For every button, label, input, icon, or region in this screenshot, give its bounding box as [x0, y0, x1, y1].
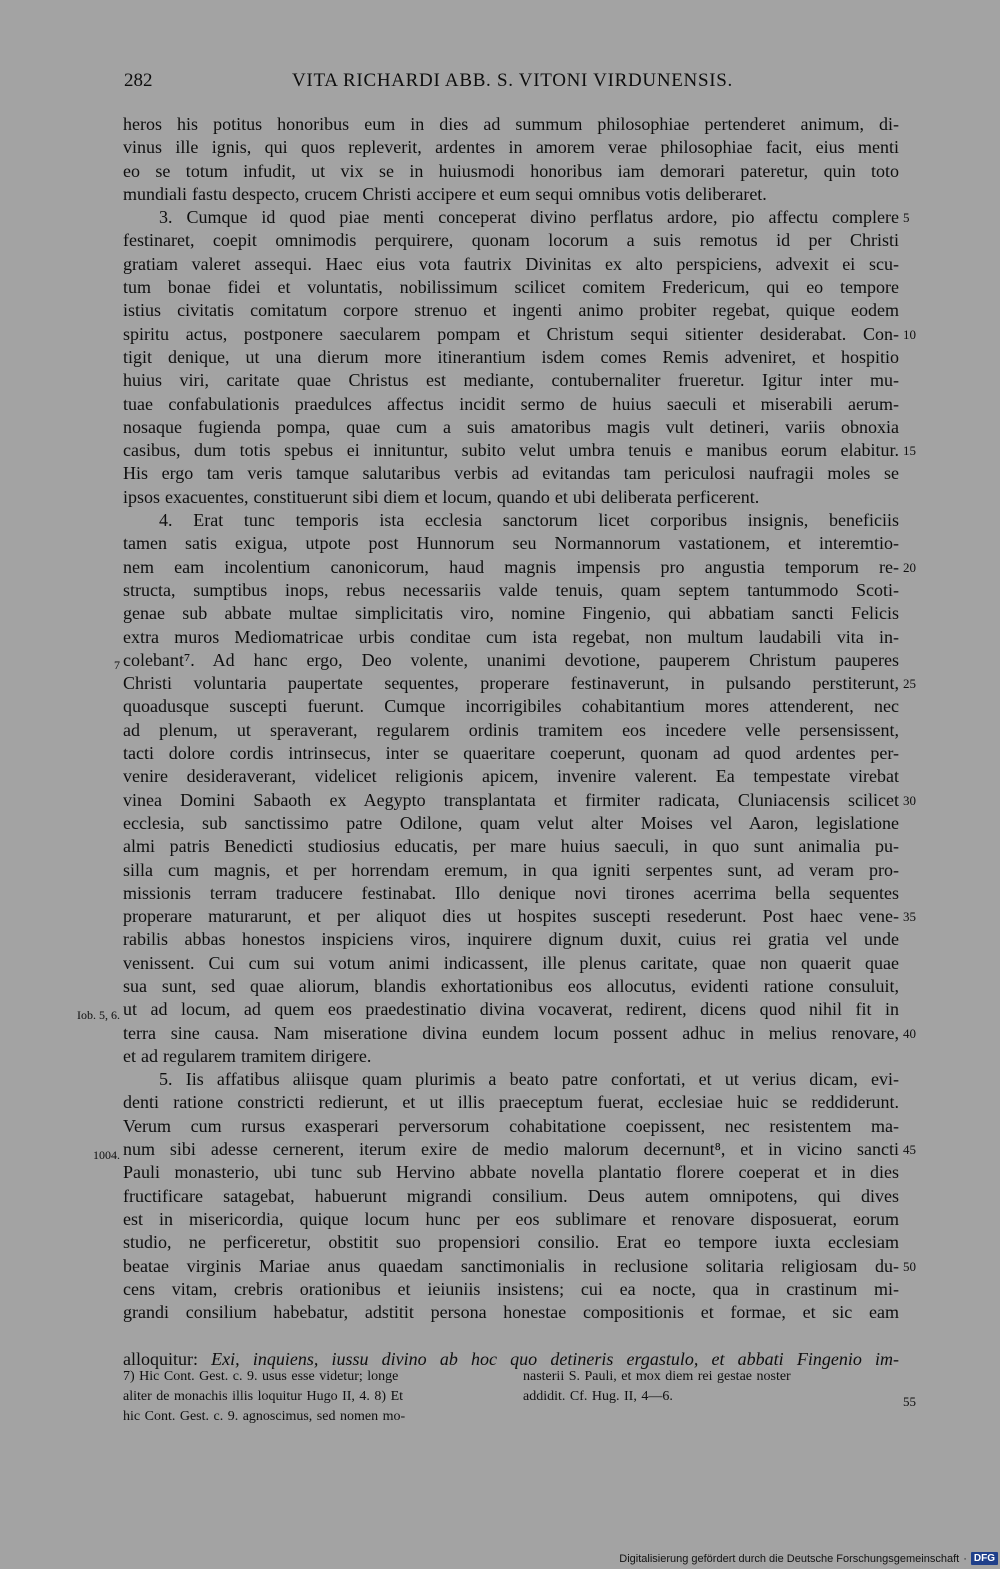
text-line: fructificare satagebat, habuerunt migrandi consilium. Deus autem omnipotens, qui dives: [123, 1185, 899, 1206]
text-line: rabilis abbas honestos inspiciens viros, inquirere dignum duxit, cuius rei gratia vel unde: [123, 929, 899, 950]
text-line: mundiali fastu despecto, crucem Christi accipere et eum sequi omnibus votis deliberaret.: [123, 183, 767, 204]
line-number: 45: [903, 1142, 916, 1157]
text-line: genae sub abbate multae simplicitatis viro, nomine Fingenio, qui abbatiam sancti Felicis: [123, 603, 899, 624]
digitization-credit: [619, 1552, 998, 1565]
text-line: missionis terram traducere festinabat. Illo denique novi tirones acerrima bella sequentes: [123, 882, 899, 903]
text-line: tigit denique, ut una dierum more itinerantium isdem comes Remis adveniret, et hospitio: [123, 346, 899, 367]
text-line: cens vitam, crebris orationibus et ieiuniis insistens; cui ea nocte, qua in crastinum mi-: [123, 1278, 899, 1299]
paragraph-5-start: 5. Iis affatibus aliisque quam plurimis a beato patre confortati, et ut verius dicam, evi-: [159, 1069, 899, 1090]
page-number: 282: [124, 70, 153, 91]
footnote-line: nasterii S. Pauli, et mox diem rei gestae noster: [523, 1369, 791, 1384]
text-line: tuae confabulationis praedulces affectus incidit sermo de huius saeculi et miserabili aerum-: [123, 393, 899, 414]
text-line: structa, sumptibus inops, rebus necessariis valde tenuis, quam septem tantummodo Scoti-: [123, 579, 899, 600]
text-line: Christi voluntaria paupertate sequentes, properare festinaverunt, in pulsando perstiterunt,: [123, 673, 899, 694]
credit-separator: ·: [963, 1552, 967, 1565]
page-header: [0, 70, 1000, 100]
line-number: 30: [903, 793, 916, 808]
text-line: ut ad locum, ad quem eos praedestinatio divina vocaverat, redirent, dicens quod nihil fit in: [123, 999, 899, 1020]
text-line: colebant⁷. Ad hanc ergo, Deo volente, unanimi devotione, pauperem Christum pauperes: [123, 649, 899, 670]
line-number: 20: [903, 560, 916, 575]
text-italic: Exi, inquiens, iussu divino ab hoc quo detineris ergastulo, et abbati Fingenio im-: [211, 1348, 899, 1369]
text-line: spiritu actus, postponere saecularem pompam et Christum sequi sitienter desiderabat. Con-: [123, 323, 899, 344]
footnote-line: hic Cont. Gest. c. 9. agnoscimus, sed nomen mo-: [123, 1409, 406, 1424]
footnote-line: aliter de monachis illis loquitur Hugo II, 4. 8) Et: [123, 1389, 404, 1404]
line-number: 50: [903, 1259, 916, 1274]
footnote-line: addidit. Cf. Hug. II, 4—6.: [523, 1389, 673, 1404]
margin-note-footnote-ref: 7: [114, 658, 120, 672]
text-line: studio, ne perficeretur, obstitit suo propensiori consilio. Erat eo tempore iuxta ecclesiam: [123, 1232, 899, 1253]
text-line: His ergo tam veris tamque salutaribus verbis ad evitandas tam periculosi naufragii moles se: [123, 463, 899, 484]
text-line: Pauli monasterio, ubi tunc sub Hervino abbate novella plantatio florere coeperat et in dies: [123, 1162, 899, 1183]
text-line: casibus, dum totis spebus ei innituntur, subito velut umbra tenuis e manibus eorum elabitur.: [123, 440, 899, 461]
paragraph-4-start: 4. Erat tunc temporis ista ecclesia sanctorum licet corporibus insignis, beneficiis: [159, 510, 899, 531]
text-line: beatae virginis Mariae anus quaedam sanctimonialis in reclusione solitaria religiosam du-: [123, 1255, 899, 1276]
footnote-column-right: [523, 1367, 791, 1407]
text-line: istius civitatis comitatum corpore strenuo et ingenti animo probiter regebat, quique eodem: [123, 300, 899, 321]
text-line: properare maturarunt, et per aliquot dies ut hospites suscepti resederunt. Post haec vene-: [123, 906, 899, 927]
text-line: tacti dolore cordis intrinsecus, inter se quaeritare coeperunt, quonam ad quod ardentes per-: [123, 743, 899, 764]
line-number: 15: [903, 443, 916, 458]
text-line: silla cum magnis, et per horrendam eremum, in qua igniti serpentes sunt, ad veram pro-: [123, 859, 899, 880]
paragraph-3-start: 3. Cumque id quod piae menti conceperat divino perflatus ardore, pio affectu complere: [159, 207, 899, 228]
footnote-column-left: [123, 1367, 405, 1427]
text-line: [123, 1324, 899, 1347]
text-line: terra sine causa. Nam miseratione divina eundem locum possent adhuc in melius renovare,: [123, 1022, 899, 1043]
text-line: ad plenum, ut speraverant, regularem ordinis tramitem eos incedere velle persensissent,: [123, 719, 899, 740]
text-line: eo se totum infudit, ut vix se in huiusmodi honoribus iam demorari pateretur, quin toto: [123, 160, 899, 181]
text-line: grandi consilium habebatur, adstitit persona honestae compositionis et formae, et sic eam: [123, 1302, 899, 1323]
text-line: num sibi adesse cernerent, iterum exire de medio malorum decernunt⁸, et in vicino sancti: [123, 1139, 899, 1160]
text-line: venissent. Cui cum sui votum animi indicassent, ille plenus caritate, quae non quaerit quae: [123, 952, 899, 973]
text-line: heros his potitus honoribus eum in dies ad summum philosophiae pertenderet animum, di-: [123, 114, 899, 134]
line-number: 25: [903, 676, 916, 691]
line-number: 40: [903, 1026, 916, 1041]
text-line: vinus ille ignis, qui quos repleverit, ardentes in amorem verae philosophiae facit, eius menti: [123, 137, 899, 158]
text-line: ecclesia, sub sanctissimo patre Odilone, quam velut alter Moises vel Aaron, legislatione: [123, 812, 899, 833]
text-line: quoadusque suscepti fuerunt. Cumque incorrigibiles cohabitantium mores attenderent, nec: [123, 696, 899, 717]
text-line: tamen satis exigua, utpote post Hunnorum seu Normannorum vastationem, et interemtio-: [123, 533, 899, 554]
running-title: VITA RICHARDI ABB. S. VITONI VIRDUNENSIS.: [292, 70, 733, 91]
text-line: extra muros Mediomatricae urbis conditae cum ista regebat, non multum laudabili vita in-: [123, 626, 899, 647]
body-text: [123, 113, 899, 1371]
dfg-logo: DFG: [971, 1552, 998, 1565]
line-number: 55: [903, 1394, 916, 1409]
footnote-line: 7) Hic Cont. Gest. c. 9. usus esse videtur; longe: [123, 1369, 399, 1384]
text-line: almi patris Benedicti studiosius educatis, per mare huius saeculi, in quo sunt animalia pu-: [123, 836, 899, 857]
text-line: venire desideraverant, videlicet religionis apicem, invenire valerent. Ea tempestate virebat: [123, 766, 899, 787]
text-line: vinea Domini Sabaoth ex Aegypto transplantata et firmiter radicata, Cluniacensis scilicet: [123, 789, 899, 810]
text-line: nosaque fugienda pompa, quae cum a suis amatoribus magis vult detineri, variis obnoxia: [123, 416, 899, 437]
text-line: tum bonae fidei et voluntatis, nobilissimum scilicet comitem Fredericum, qui eo tempore: [123, 277, 899, 298]
text-line: denti ratione constricti redierunt, et ut illis praeceptum fuerat, ecclesiae huic se reddiderunt.: [123, 1092, 899, 1113]
text-line: et ad regularem tramitem dirigere.: [123, 1045, 372, 1066]
line-number: 10: [903, 327, 916, 342]
text-line: Verum cum rursus exasperari perversorum cohabitatione coepissent, nec resistentem ma-: [123, 1115, 899, 1136]
text-plain: alloquitur:: [123, 1348, 212, 1369]
margin-note-citation: Iob. 5, 6.: [77, 1008, 120, 1022]
text-line: festinaret, coepit omnimodis perquirere, quonam locorum a suis remotus id per Christi: [123, 230, 899, 251]
text-line: ipsos exacuentes, constituerunt sibi diem et locum, quando et ubi deliberata perficerent.: [123, 486, 760, 507]
margin-note-year: 1004.: [93, 1148, 120, 1162]
credit-text: Digitalisierung gefördert durch die Deutsche Forschungsgemeinschaft: [619, 1552, 960, 1565]
text-line: est in misericordia, quique locum hunc per eos sublimare et renovare disposuerat, eorum: [123, 1208, 899, 1229]
text-line: sua sunt, sed quae aliorum, blandis exhortationibus eos allocutus, evidenti ratione consuluit,: [123, 975, 899, 996]
line-number: 5: [903, 210, 910, 225]
text-line: nem eam incolentium canonicorum, haud magnis impensis pro angustia temporum re-: [123, 556, 899, 577]
text-line: huius viri, caritate quae Christus est mediante, contubernaliter frueretur. Igitur inter mu-: [123, 370, 899, 391]
line-number: 35: [903, 909, 916, 924]
text-line: gratiam valeret assequi. Haec eius vota fautrix Divinitas ex alto perspiciens, advexit ei scu-: [123, 253, 899, 274]
